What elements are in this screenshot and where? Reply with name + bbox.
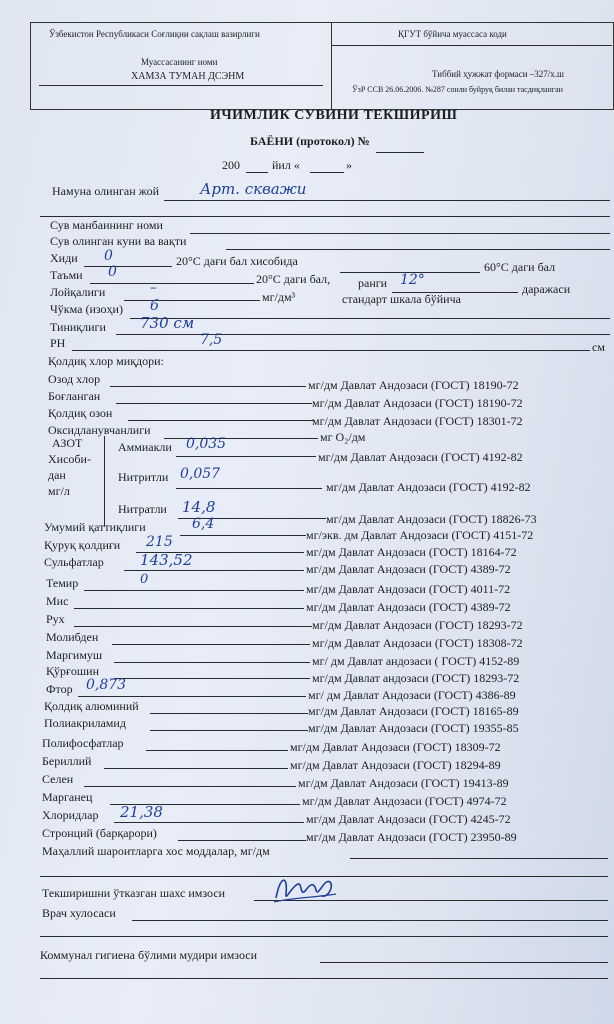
sulfate-value: 143,52 <box>140 551 193 569</box>
ph-label: PH <box>50 336 66 350</box>
date-close: » <box>346 158 352 172</box>
head-signature-line <box>320 962 608 963</box>
color-end: даражаси <box>522 282 571 296</box>
date-line-1 <box>246 172 268 173</box>
protocol-number-label: БАЁНИ (протокол) № <box>250 134 370 148</box>
copper-label: Мис <box>46 594 69 608</box>
date-label: йил « <box>272 158 300 172</box>
free-chlorine-line <box>110 386 306 387</box>
hardness-std: мг/экв. дм Давлат Андозаси (ГОСТ) 4151-72 <box>306 528 534 542</box>
source-name-line <box>190 233 610 234</box>
sediment-label: Чўкма (изоҳи) <box>50 302 123 316</box>
manganese-label: Марганец <box>42 790 93 804</box>
dry-residue-label: Қуруқ қолдиғи <box>44 538 121 552</box>
turbidity-line <box>124 300 260 301</box>
ph-unit: см <box>592 340 605 354</box>
bottom-line <box>40 978 608 979</box>
smell-mid: 20°C дағи бал хисобида <box>176 254 298 268</box>
inspector-signature-icon <box>270 868 340 910</box>
chlorides-label: Хлоридлар <box>42 808 99 822</box>
datetime-label: Сув олинган куни ва вақти <box>50 234 187 248</box>
beryllium-label: Бериллий <box>42 754 92 768</box>
chlorides-std: мг/дм Давлат Андозаси (ГОСТ) 4245-72 <box>306 812 511 826</box>
selenium-std: мг/дм Давлат Андозаси (ГОСТ) 19413-89 <box>298 776 509 790</box>
date-line-2 <box>310 172 344 173</box>
chlorides-value: 21,38 <box>120 803 163 821</box>
header-right <box>332 23 613 109</box>
molybdenum-line <box>112 644 310 645</box>
nitrate-std: мг/дм Давлат Андозаси (ГОСТ) 18826-73 <box>326 512 537 526</box>
polyacrylamide-std: мг/дм Давлат Андозаси (ГОСТ) 19355-85 <box>308 721 519 735</box>
nitrate-label: Нитратли <box>118 502 167 516</box>
taste-value: 0 <box>108 264 117 280</box>
free-chlorine-std: мг/дм Давлат Андозаси (ГОСТ) 18190-72 <box>308 378 519 392</box>
beryllium-line <box>104 768 288 769</box>
sediment-line <box>130 318 610 319</box>
sample-place-value: Арт. скважи <box>200 180 307 198</box>
polyacrylamide-label: Полиакриламид <box>44 716 126 730</box>
aluminum-label: Қолдиқ алюминий <box>44 699 139 713</box>
okud-code: ҚГУТ бўйича муассаса коди <box>398 29 507 39</box>
sulfate-std: мг/дм Давлат Андозаси (ГОСТ) 4389-72 <box>306 562 511 576</box>
copper-line <box>74 608 304 609</box>
ammonia-std: мг/дм Давлат Андозаси (ГОСТ) 4192-82 <box>318 450 523 464</box>
header-box <box>30 22 614 110</box>
strontium-label: Стронций (барқарори) <box>42 826 157 840</box>
free-chlorine-label: Озод хлор <box>48 372 101 386</box>
residual-chlorine-label: Қолдиқ хлор миқдори: <box>48 354 164 368</box>
beryllium-std: мг/дм Давлат Андозаси (ГОСТ) 18294-89 <box>290 758 501 772</box>
zinc-std: мг/дм Давлат Андозаси (ГОСТ) 18293-72 <box>312 618 523 632</box>
protocol-title: ИЧИМЛИК СУВИНИ ТЕКШИРИШ <box>210 108 458 123</box>
nitrate-value: 14,8 <box>182 498 216 516</box>
ozone-line <box>128 420 314 421</box>
ph-line <box>72 350 590 351</box>
hardness-label: Умумий қаттиқлиги <box>44 520 146 534</box>
protocol-number-line <box>376 152 424 153</box>
chlorides-line <box>114 822 304 823</box>
local-line-1 <box>350 858 608 859</box>
polyacrylamide-line <box>150 730 308 731</box>
taste-label: Таъми <box>50 268 83 282</box>
sample-place-line <box>164 200 610 201</box>
strontium-line <box>178 840 306 841</box>
fluorine-std: мг/ дм Давлат Андозаси (ГОСТ) 4386-89 <box>308 688 516 702</box>
oxidizability-unit: мг О₂/дм <box>320 430 366 444</box>
aluminum-std: мг/дм Давлат Андозаси (ГОСТ) 18165-89 <box>308 704 519 718</box>
fluorine-value: 0,873 <box>86 677 127 693</box>
institution-caption: Муассасанинг номи <box>141 57 218 67</box>
transparency-line <box>116 334 610 335</box>
ph-value: 7,5 <box>200 332 223 348</box>
transparency-label: Тиниқлиги <box>50 320 106 334</box>
inspector-signature-label: Текширишни ўтказган шахс имзоси <box>42 886 226 900</box>
approval-text: ЎзР ССВ 26.06.2006. №287 сонли буйруқ билан тасдиқланган <box>352 85 563 94</box>
zinc-label: Рух <box>46 612 65 626</box>
fluorine-label: Фтор <box>46 682 73 696</box>
smell-label: Хиди <box>50 251 78 265</box>
polyphosphate-std: мг/дм Давлат Андозаси (ГОСТ) 18309-72 <box>290 740 501 754</box>
form-number: Тиббий ҳужжат формаси –327/х.ш <box>432 69 564 79</box>
nitrogen-label-4: мг/л <box>48 484 70 498</box>
local-substances-label: Маҳаллий шароитларга хос моддалар, мг/дм <box>42 844 270 858</box>
doctor-line-2 <box>40 936 608 937</box>
oxidizability-label: Оксидланувчанлиги <box>48 423 151 437</box>
polyphosphate-line <box>146 750 288 751</box>
selenium-label: Селен <box>42 772 74 786</box>
manganese-std: мг/дм Давлат Андозаси (ГОСТ) 4974-72 <box>302 794 507 808</box>
institution-line <box>39 85 323 86</box>
sulfate-line <box>124 570 304 571</box>
taste-line <box>90 283 254 284</box>
aluminum-line <box>150 713 308 714</box>
lead-label: Қўрғошин <box>46 664 100 678</box>
arsenic-std: мг/ дм Давлат андозаси ( ГОСТ) 4152-89 <box>312 654 520 668</box>
polyphosphate-label: Полифосфатлар <box>42 736 124 750</box>
sulfate-label: Сульфатлар <box>44 555 104 569</box>
lead-std: мг/дм Давлат андозаси (ГОСТ) 18293-72 <box>312 671 520 685</box>
lead-line <box>114 678 310 679</box>
iron-label: Темир <box>46 576 79 590</box>
hardness-value: 6,4 <box>192 516 215 532</box>
iron-value: 0 <box>140 572 149 587</box>
dry-residue-value: 215 <box>146 534 173 550</box>
turbidity-unit: мг/дм³ <box>262 290 296 304</box>
source-name-label: Сув манбаининг номи <box>50 218 163 232</box>
ammonia-value: 0,035 <box>186 436 227 452</box>
selenium-line <box>84 786 296 787</box>
dry-residue-std: мг/дм Давлат Андозаси (ГОСТ) 18164-72 <box>306 545 517 559</box>
color-value: 12° <box>400 272 425 288</box>
turbidity-std: стандарт шкала бўйича <box>342 292 461 306</box>
date-year: 200 <box>222 158 240 172</box>
molybdenum-std: мг/дм Давлат Андозаси (ГОСТ) 18308-72 <box>312 636 523 650</box>
okud-line <box>332 45 612 46</box>
copper-std: мг/дм Давлат Андозаси (ГОСТ) 4389-72 <box>306 600 511 614</box>
iron-line <box>84 590 304 591</box>
bound-chlorine-line <box>116 403 312 404</box>
bound-chlorine-std: мг/дм Давлат Андозаси (ГОСТ) 18190-72 <box>312 396 523 410</box>
nitrogen-divider <box>104 436 105 526</box>
transparency-value: 730 см <box>140 314 195 332</box>
nitrogen-label-3: дан <box>48 468 66 482</box>
header-left <box>31 23 332 109</box>
strontium-std: мг/дм Давлат Андозаси (ГОСТ) 23950-89 <box>306 830 517 844</box>
ozone-label: Қолдиқ озон <box>48 406 113 420</box>
smell-end: 60°C даги бал <box>484 260 556 274</box>
nitrogen-label-2: Хисоби- <box>48 452 91 466</box>
datetime-line <box>226 249 610 250</box>
sample-place-label: Намуна олинган жой <box>52 184 160 198</box>
blank-line-1 <box>40 216 610 217</box>
color-label: ранги <box>358 276 388 290</box>
arsenic-line <box>114 662 310 663</box>
sediment-value: б <box>150 298 159 314</box>
nitrite-std: мг/дм Давлат Андозаси (ГОСТ) 4192-82 <box>326 480 531 494</box>
iron-std: мг/дм Давлат Андозаси (ГОСТ) 4011-72 <box>306 582 511 596</box>
head-signature-label: Коммунал гигиена бўлими мудири имзоси <box>40 948 258 962</box>
nitrite-value: 0,057 <box>180 466 221 482</box>
turbidity-label: Лойқалиги <box>50 285 106 299</box>
bound-chlorine-label: Боғланган <box>48 389 101 403</box>
doctor-conclusion-label: Врач хулосаси <box>42 906 116 920</box>
molybdenum-label: Молибден <box>46 630 99 644</box>
turbidity-value: – <box>150 280 157 296</box>
zinc-line <box>74 626 312 627</box>
arsenic-label: Маргимуш <box>46 648 103 662</box>
smell-value: 0 <box>104 248 113 264</box>
fluorine-line <box>78 696 306 697</box>
ozone-std: мг/дм Давлат Андозаси (ГОСТ) 18301-72 <box>312 414 523 428</box>
hardness-line <box>180 535 306 536</box>
nitrite-line <box>176 488 322 489</box>
nitrite-label: Нитритли <box>118 470 169 484</box>
ammonia-line <box>176 456 316 457</box>
ammonia-label: Аммиакли <box>118 440 172 454</box>
doctor-line-1 <box>132 920 608 921</box>
ministry-name: Ўзбекистон Республикаси Соғлиқни сақлаш вазирлиги <box>49 29 260 39</box>
smell-line <box>84 266 172 267</box>
taste-mid: 20°C даги бал, <box>256 272 331 286</box>
institution-name: ХАМЗА ТУМАН ДСЭНМ <box>131 71 245 82</box>
nitrogen-label-1: АЗОТ <box>52 436 83 450</box>
